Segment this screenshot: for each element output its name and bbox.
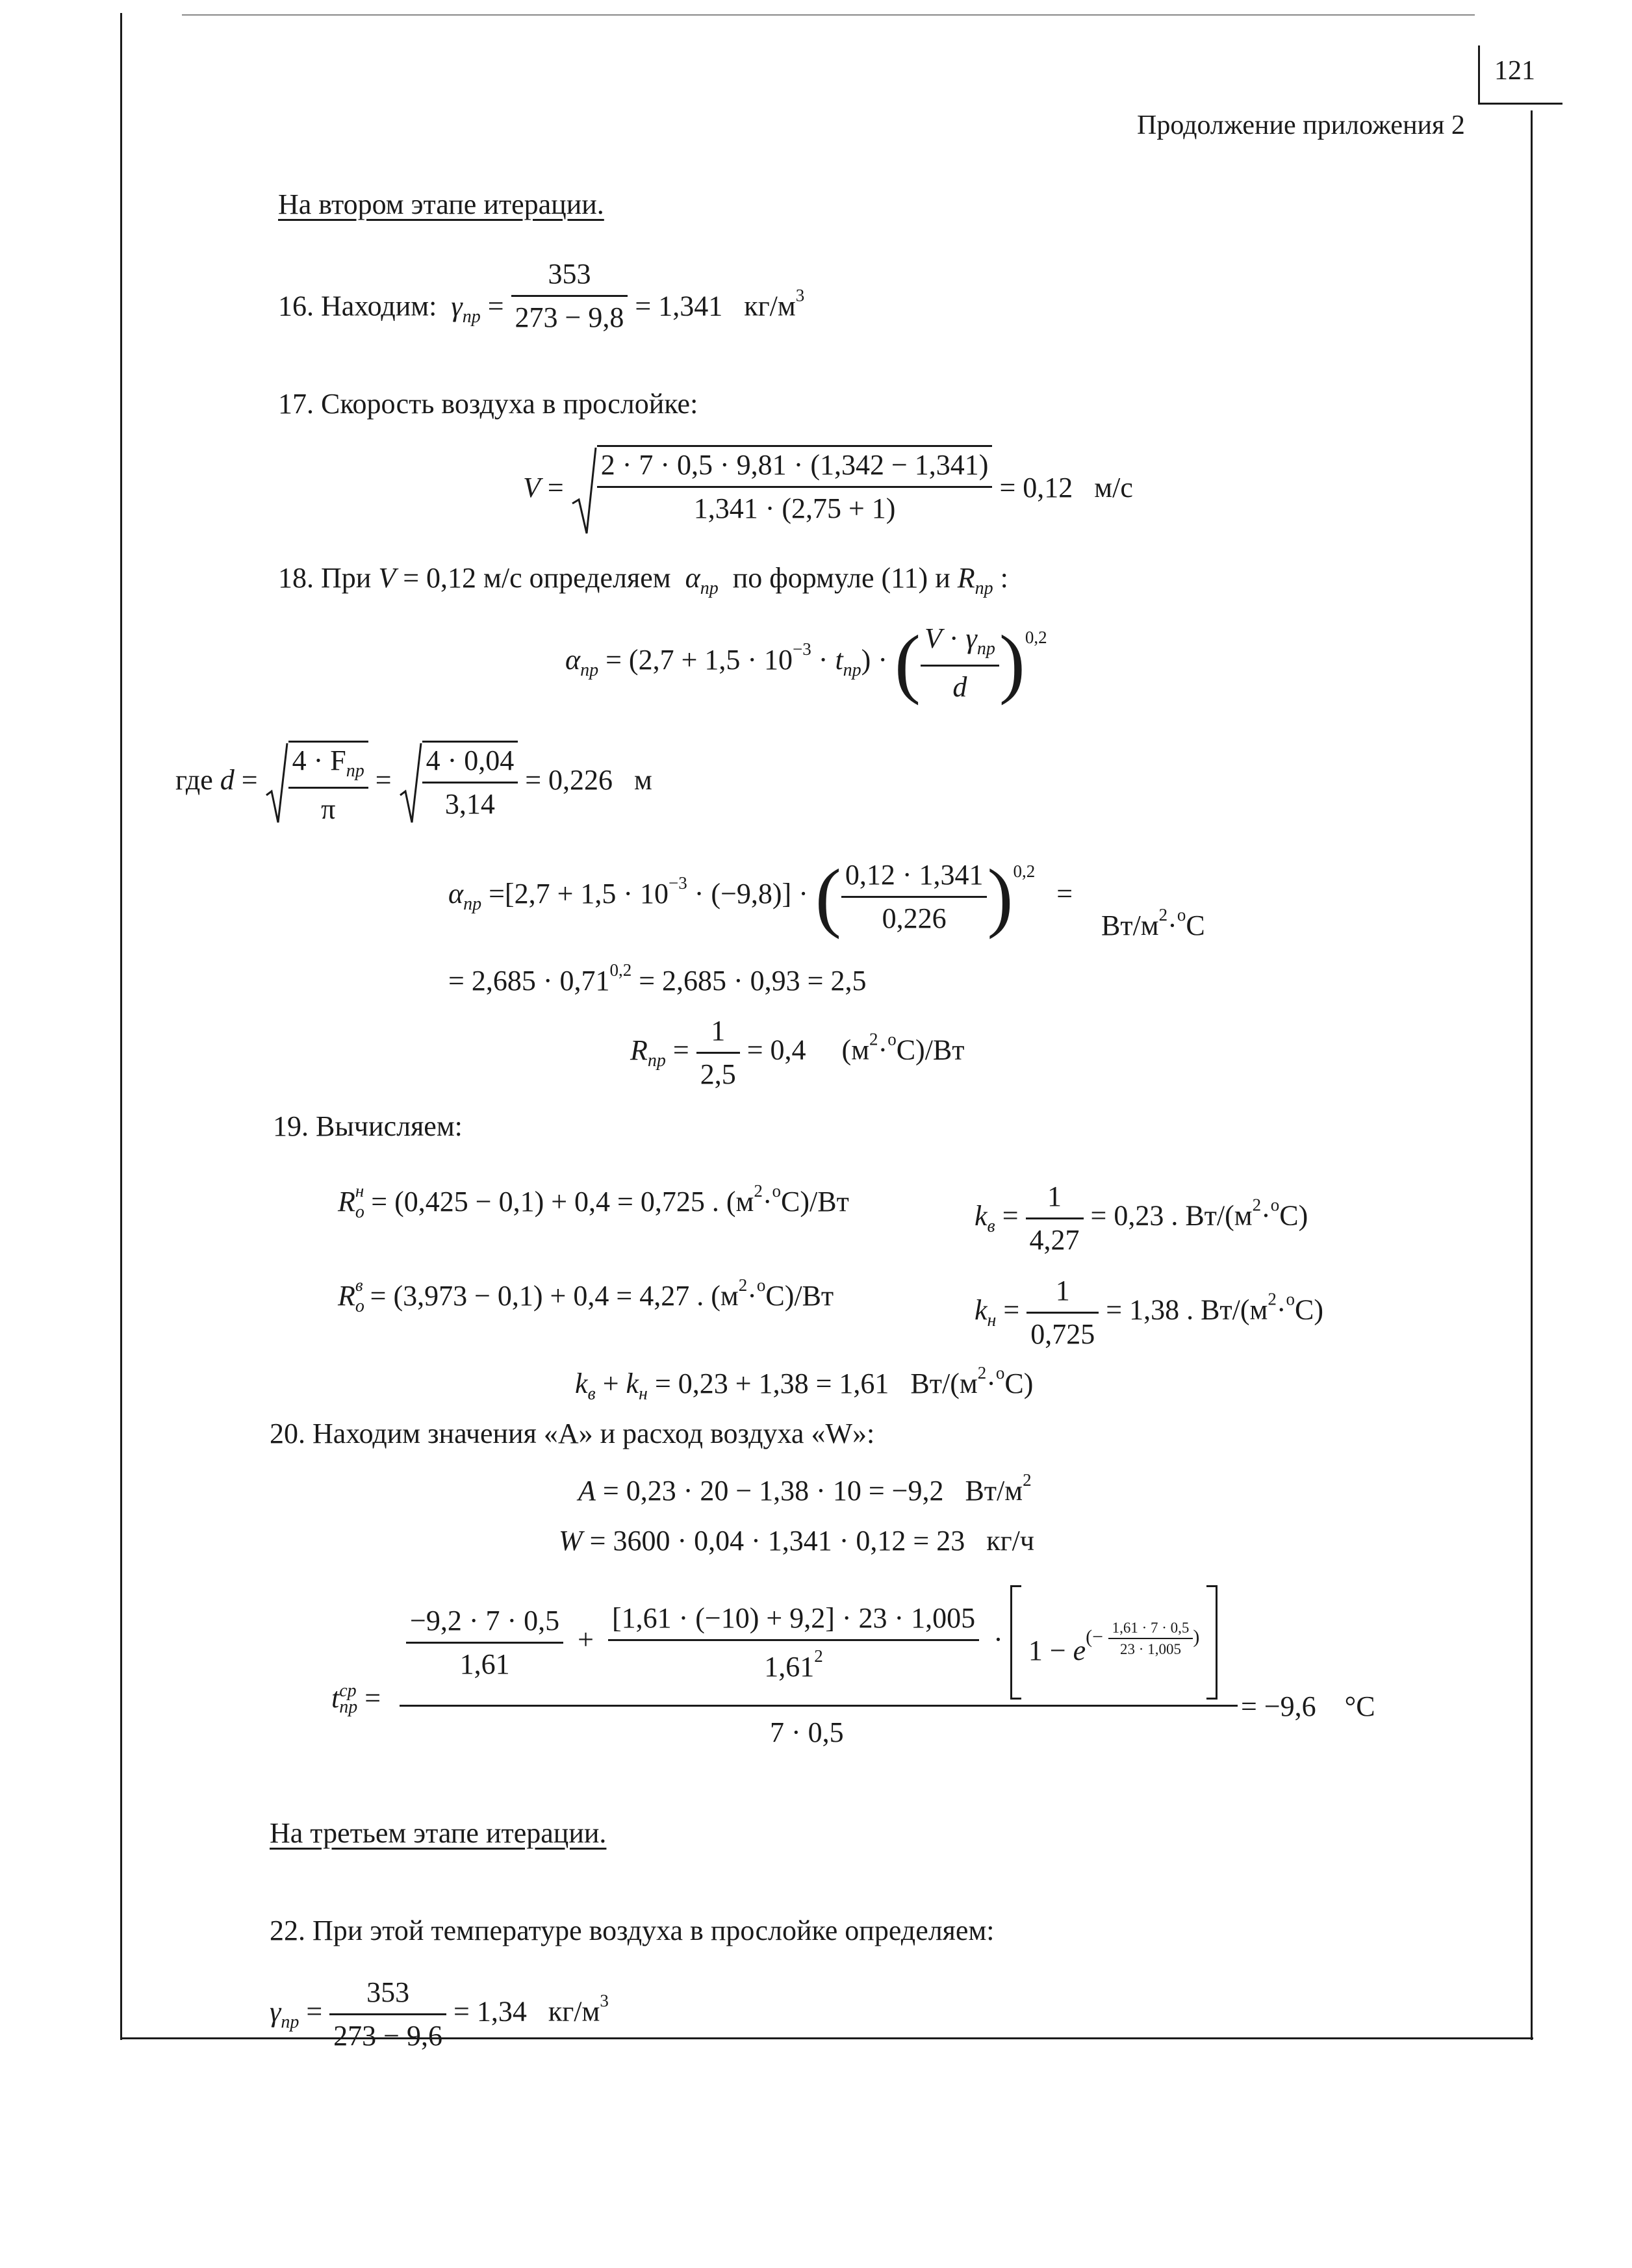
step-19: 19. Вычисляем: (273, 1110, 463, 1142)
step-18: 18. При V = 0,12 м/с определяем $\alpha_{пр}$ по формуле (11) и $R_{пр}$ : (278, 562, 1008, 598)
page-box-left (1478, 45, 1480, 104)
t-formula-denominator: 7 · 0,5 (770, 1716, 844, 1748)
step-20: 20. Находим значения «А» и расход воздуха «W»: (270, 1418, 875, 1449)
t-formula-result: = −9,6 °C (1241, 1690, 1375, 1722)
continuation-header: Продолжение приложения 2 (1137, 110, 1465, 140)
k-outer-formula: $k_н$ = $\frac{1}{0,725}$ = 1,38 . $Вт/(м^2\cdot^oC)$ (975, 1275, 1324, 1350)
t-formula-main-bar (400, 1705, 1238, 1707)
right-border (1531, 110, 1533, 2040)
section-heading: На втором этапе итерации. (278, 188, 604, 220)
top-border (182, 14, 1475, 16)
alpha-unit: $Вт/м^2\cdot^oC$ (1101, 905, 1205, 941)
alpha-numeric-formula: $\alpha_{пр} =[2,7 + 1,5 \cdot 10^{-3} \cdot (-9,8)]$ · ( $\frac{0,12 \cdot 1,341}{0,226}$ )$^{0,2}$ = (448, 853, 1073, 939)
d-formula: где d = $\frac{4 \cdot F_{пр}}{\pi}$ = $\frac{4 \cdot 0,04}{3,14}$ = 0,226 м (175, 741, 652, 825)
r-pr-formula: $R_{пр}$ = $\frac{1}{2,5}$ = 0,4 $(м^2\cdot^oC)/Вт$ (630, 1015, 965, 1090)
k-inner-formula: $k_в$ = $\frac{1}{4,27}$ = 0,23 . $Вт/(м^2\cdot^oC)$ (975, 1180, 1308, 1256)
alpha-result-line: = $2,685 \cdot 0,71^{0,2} = 2,685 \cdot 0,93 = 2,5$ (448, 960, 867, 997)
t-formula-numerator: $\frac{-9,2 \cdot 7 \cdot 0,5}{1,61}$ + $\frac{[1,61 \cdot (-10) + 9,2] \cdot 23 \cdot 1,005}{1,61^2}$ · 1 − e(− $\frac{1,61 \cdot 7 \cdot 0,5}{23 \cdot 1,005}$ ) (406, 1585, 1218, 1700)
gamma-22-formula: $\gamma_{пр}$ = $\frac{353}{273 - 9,6}$ = 1,34 $кг/м^3$ (270, 1976, 609, 2052)
k-sum-formula: $k_в + k_н = 0,23 + 1,38 = 1,61$ $Вт/(м^2\cdot^oC)$ (575, 1363, 1034, 1404)
w-formula: W = 3600 · 0,04 · 1,341 · 0,12 = 23 кг/ч (559, 1525, 1035, 1557)
step-17: 17. Скорость воздуха в прослойке: (278, 388, 698, 420)
step-16: 16. Находим: $\gamma_{пр}$ = $\frac{353}{273 - 9,8}$ = 1,341 $кг/м^3$ (278, 258, 805, 333)
step-22: 22. При этой температуре воздуха в прослойке определяем: (270, 1915, 995, 1946)
page-box-bottom (1478, 103, 1562, 105)
section-heading-third: На третьем этапе итерации. (270, 1817, 607, 1849)
left-border (120, 13, 122, 2040)
page-number: 121 (1494, 56, 1535, 86)
velocity-formula: V = $\frac{2 \cdot 7 \cdot 0,5 \cdot 9,81 \cdot (1,342 - 1,341)}{1,341 \cdot (2,75 + 1)}$ = 0,12 м/с (523, 445, 1133, 536)
r-inner-formula: $R_о^в = (3,973 - 0,1) + 0,4 = 4,27$ . $(м^2\cdot^oC)/Вт$ (338, 1275, 834, 1316)
alpha-general-formula: $\alpha_{пр} = (2,7 + 1,5 \cdot 10^{-3} \cdot t_{пр})$ · ( $\frac{V \cdot \gamma_{пр}}{d}$ )$^{0,2}$ (565, 619, 1047, 706)
t-formula-label: t ср пр = (331, 1681, 381, 1718)
r-outer-formula: $R_о^н = (0,425 - 0,1) + 0,4 = 0,725$ . $(м^2\cdot^oC)/Вт$ (338, 1181, 849, 1222)
a-formula: A = 0,23 · 20 − 1,38 · 10 = −9,2 $Вт/м^2$ (578, 1470, 1032, 1507)
